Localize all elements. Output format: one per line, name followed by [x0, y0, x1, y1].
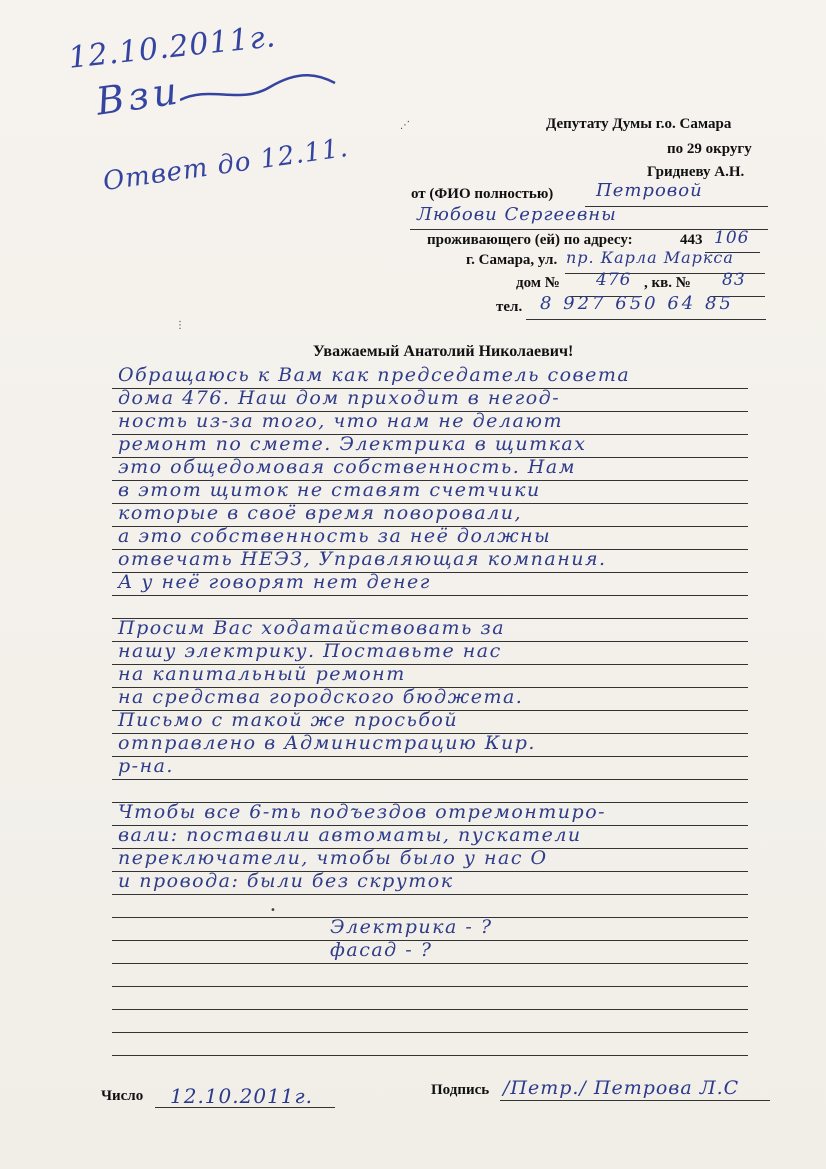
body-line: Электрика - ? — [330, 916, 493, 938]
apt-value: 83 — [722, 270, 746, 290]
from-label: от (ФИО полностью) — [411, 186, 554, 202]
name-value: Любови Сергеевны — [417, 204, 617, 225]
body-line: на капитальный ремонт — [118, 663, 406, 685]
body-line: в этот щиток не ставят счетчики — [118, 479, 541, 501]
address-value: 106 — [714, 228, 750, 248]
addressee-line2: по 29 округу — [667, 141, 752, 157]
sign-line — [500, 1100, 770, 1101]
address-prefix: 443 — [680, 232, 703, 248]
date-label: Число — [101, 1088, 144, 1104]
body-line: А у неё говорят нет денег — [118, 571, 431, 593]
annotation-date: 12.10.2011г. — [66, 19, 278, 76]
street-value: пр. Карла Маркса — [566, 248, 734, 267]
body-line: ремонт по смете. Электрика в щитках — [118, 433, 587, 455]
sign-value: /Петр./ Петрова Л.С — [503, 1077, 740, 1099]
sign-label: Подпись — [431, 1082, 490, 1098]
scan-dots: ⋮ — [175, 320, 185, 331]
body-line: отвечать НЕЭЗ, Управляющая компания. — [118, 548, 607, 570]
ruled-line — [112, 595, 748, 596]
ruled-line — [112, 1009, 748, 1010]
ruled-line — [112, 986, 748, 987]
scan-dots: • — [270, 905, 276, 916]
annotation-signature: Взи — [93, 68, 184, 124]
ruled-line — [112, 894, 748, 895]
body-line: дома 476. Наш дом приходит в негод- — [118, 387, 561, 409]
body-line: р-на. — [118, 755, 174, 777]
body-line: вали: поставили автоматы, пускатели — [118, 824, 582, 846]
ruled-line — [112, 1055, 748, 1056]
body-line: Чтобы все 6-ть подъездов отремонтиро- — [118, 801, 607, 823]
body-line: Письмо с такой же просьбой — [118, 709, 459, 731]
addressee-line1: Депутату Думы г.о. Самара — [546, 116, 732, 132]
scan-dots: ⋰ — [400, 120, 410, 131]
addressee-line3: Гридневу А.Н. — [647, 164, 745, 180]
annotation-deadline: Ответ до 12.11. — [101, 132, 351, 198]
body-line: на средства городского бюджета. — [118, 686, 524, 708]
ruled-line — [112, 963, 748, 964]
body-line: а это собственность за неё должны — [118, 525, 552, 547]
body-line: фасад - ? — [330, 939, 433, 961]
ruled-line — [112, 1032, 748, 1033]
house-value: 476 — [596, 270, 632, 290]
from-value: Петровой — [596, 180, 703, 201]
body-line: и провода: были без скруток — [118, 870, 454, 892]
body-line: которые в своё время поворовали, — [118, 502, 523, 524]
phone-label: тел. — [496, 299, 523, 315]
date-line — [155, 1107, 335, 1108]
apt-label: , кв. № — [644, 275, 691, 291]
date-value: 12.10.2011г. — [170, 1084, 313, 1108]
phone-value: 8 927 650 64 85 — [540, 293, 734, 314]
body-line: переключатели, чтобы было у нас О — [118, 847, 548, 869]
city-label: г. Самара, ул. — [466, 252, 558, 268]
house-label: дом № — [516, 275, 560, 291]
body-line: это общедомовая собственность. Нам — [118, 456, 576, 478]
body-line: нашу электрику. Поставьте нас — [118, 640, 502, 662]
body-line: отправлено в Администрацию Кир. — [118, 732, 536, 754]
body-line: Обращаюсь к Вам как председатель совета — [118, 364, 631, 386]
body-line: Просим Вас ходатайствовать за — [118, 617, 506, 639]
salutation: Уважаемый Анатолий Николаевич! — [313, 343, 574, 360]
ruled-line — [112, 756, 748, 757]
ruled-line — [112, 779, 748, 780]
address-label: проживающего (ей) по адресу: — [427, 232, 633, 248]
body-line: ность из-за того, что нам не делают — [118, 410, 564, 432]
